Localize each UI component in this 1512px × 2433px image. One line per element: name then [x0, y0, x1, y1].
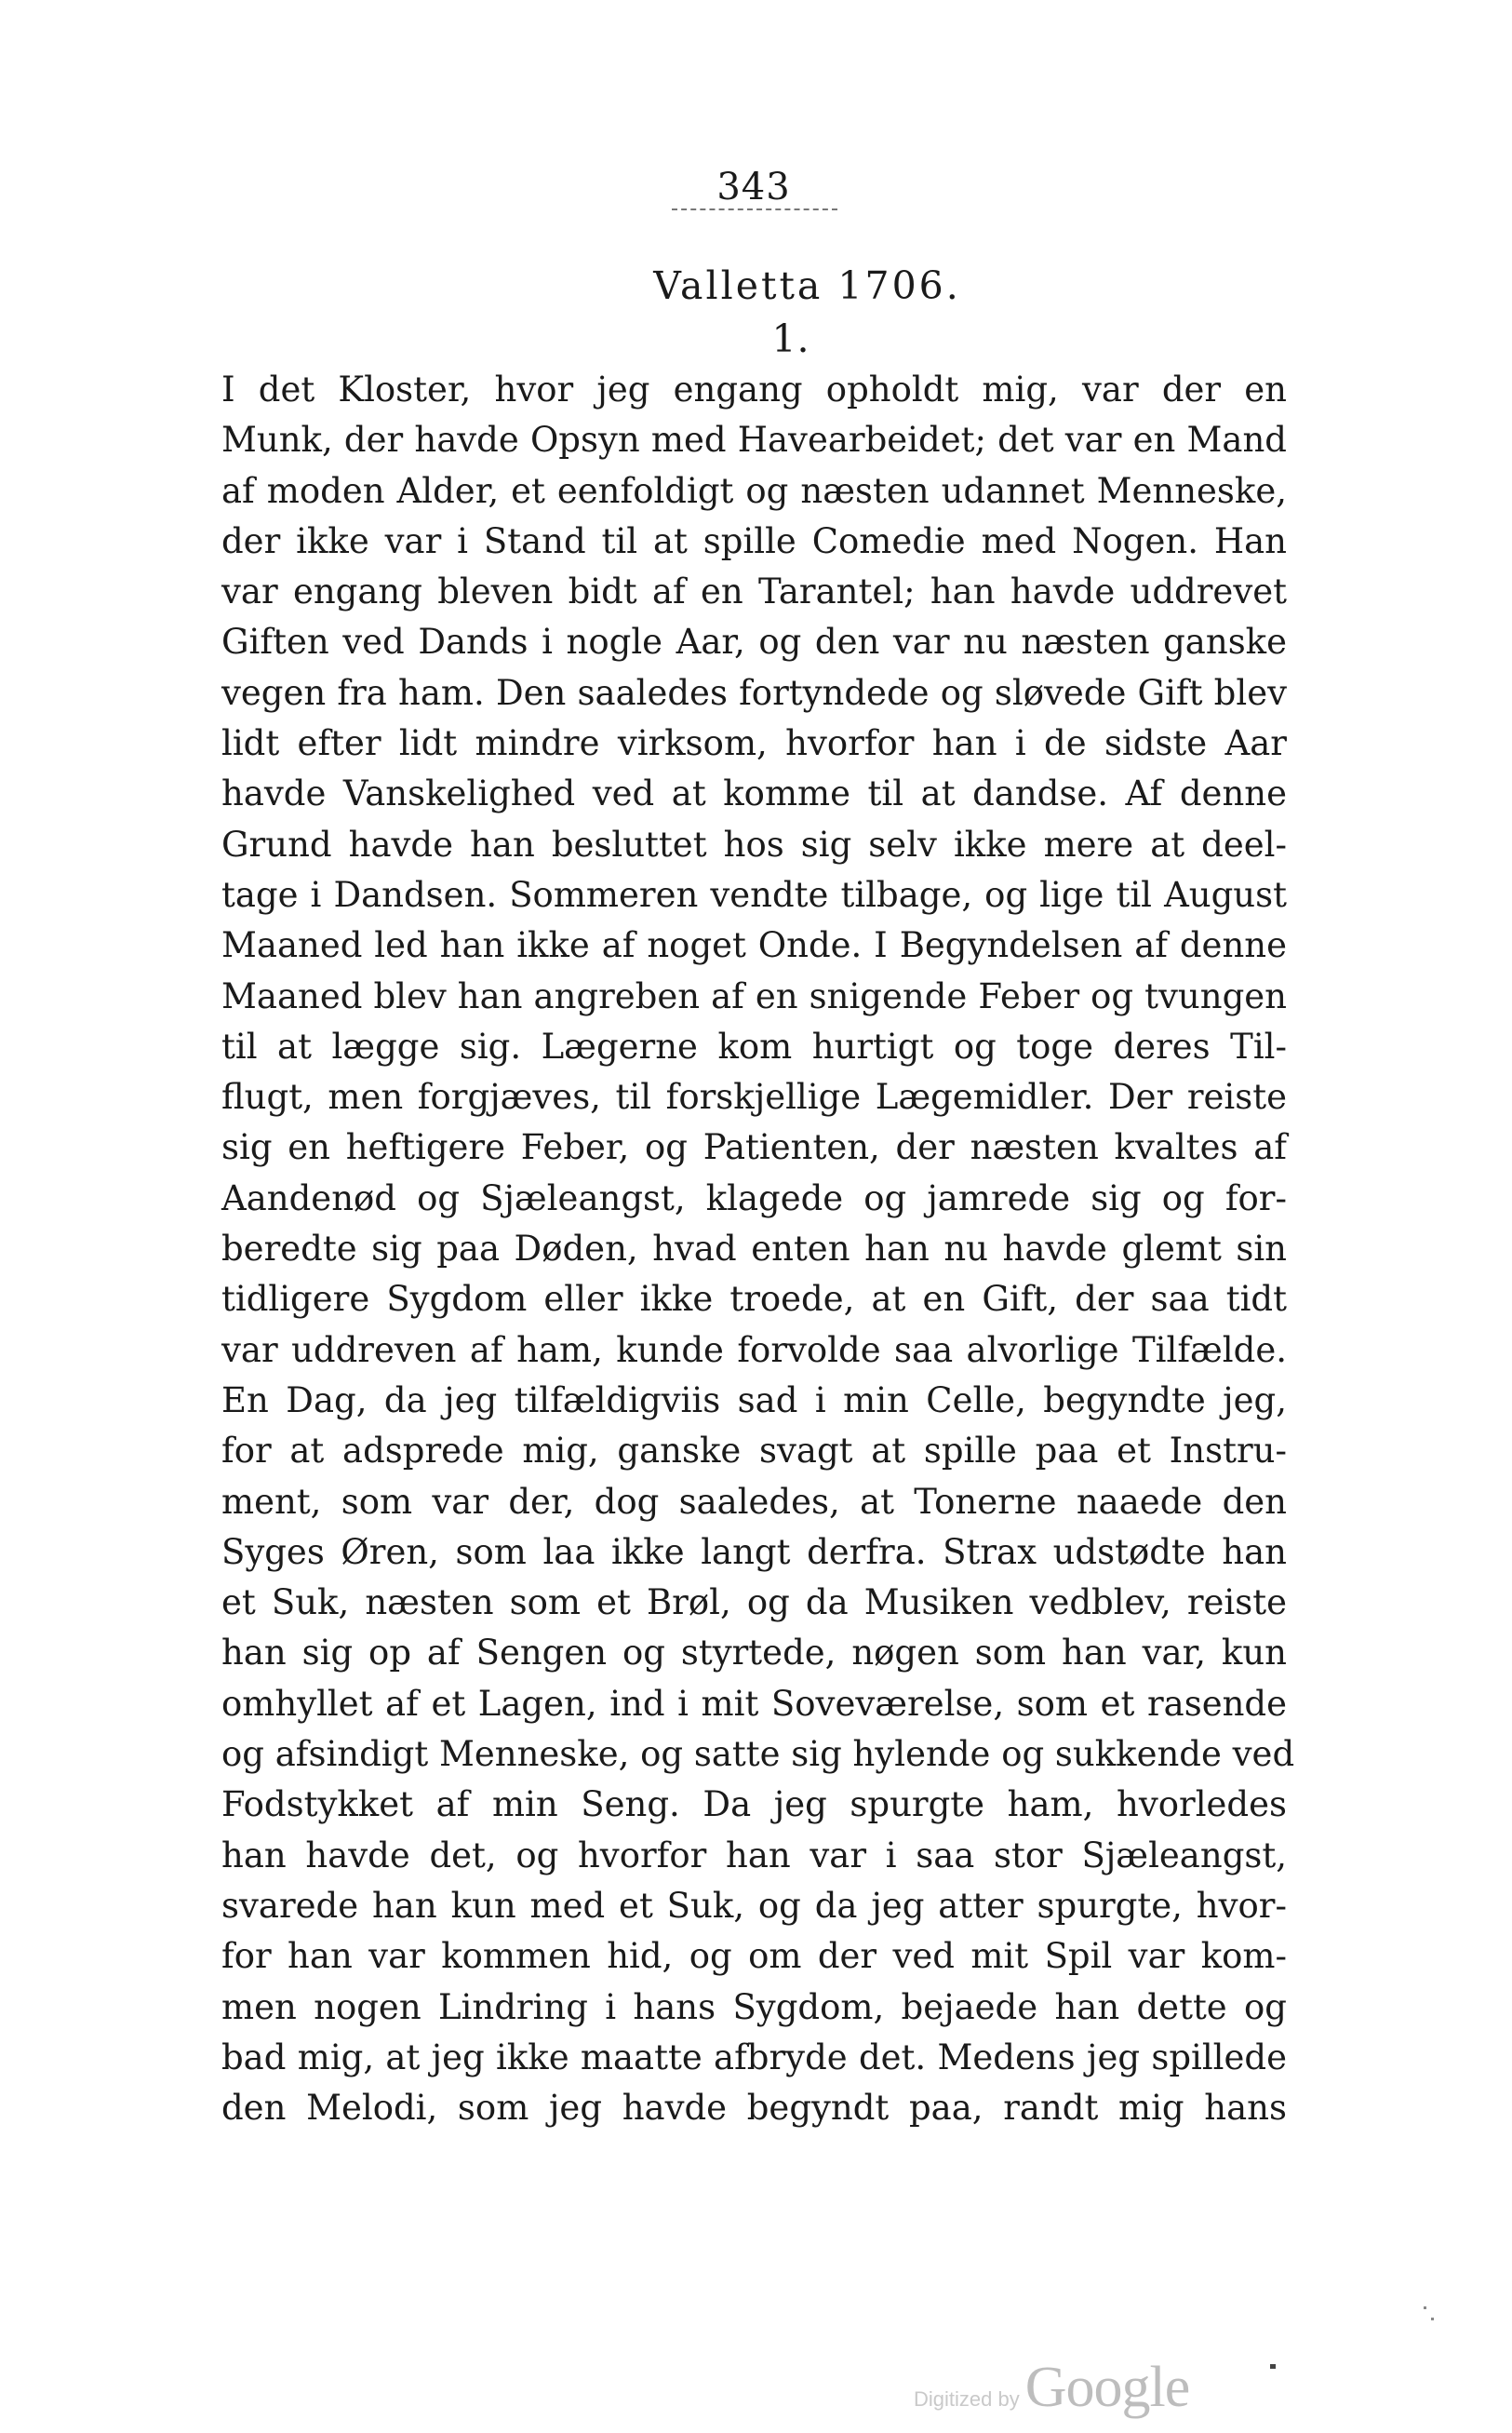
text-line: I det Kloster, hvor jeg engang opholdt mig, var der en — [221, 370, 1287, 410]
text-line: tidligere Sygdom eller ikke troede, at en Gift, der saa tidt — [221, 1279, 1287, 1320]
text-line: ment, som var der, dog saaledes, at Tonerne naaede den — [221, 1481, 1287, 1522]
text-line: Fodstykket af min Seng. Da jeg spurgte ham, hvorledes — [221, 1784, 1287, 1825]
text-line: beredte sig paa Døden, hvad enten han nu havde glemt sin — [221, 1229, 1287, 1270]
text-line: men nogen Lindring i hans Sygdom, bejaede han dette og — [221, 1986, 1287, 2027]
text-line: for han var kommen hid, og om der ved mit Spil var kom- — [221, 1936, 1287, 1977]
text-line: han havde det, og hvorfor han var i saa stor Sjæleangst, — [221, 1835, 1287, 1875]
text-line: svarede han kun med et Suk, og da jeg atter spurgte, hvor- — [221, 1885, 1287, 1926]
text-line: En Dag, da jeg tilfældigviis sad i min Celle, begyndte jeg, — [221, 1379, 1287, 1420]
chapter-heading: Valletta 1706. — [653, 263, 961, 308]
text-line: Aandenød og Sjæleangst, klagede og jamrede sig og for- — [221, 1177, 1287, 1218]
text-line: bad mig, at jeg ikke maatte afbryde det. Medens jeg spillede — [221, 2036, 1287, 2077]
digitized-by-label: Digitized by — [914, 2387, 1020, 2411]
text-line: omhyllet af et Lagen, ind i mit Soveværelse, som et rasende — [221, 1683, 1287, 1724]
scan-speck — [1431, 2318, 1434, 2320]
text-line: tage i Dandsen. Sommeren vendte tilbage, og lige til August — [221, 874, 1287, 915]
text-line: der ikke var i Stand til at spille Comedie med Nogen. Han — [221, 520, 1287, 561]
page-number-rule — [672, 208, 837, 210]
text-line: og afsindigt Menneske, og satte sig hylende og sukkende ved — [221, 1734, 1295, 1775]
text-line: sig en heftigere Feber, og Patienten, der næsten kvaltes af — [221, 1127, 1287, 1168]
text-line: Maaned led han ikke af noget Onde. I Begyndelsen af denne — [221, 925, 1287, 966]
digitized-watermark — [914, 2355, 1189, 2421]
text-line: havde Vanskelighed ved at komme til at dandse. Af denne — [221, 773, 1287, 814]
text-line: han sig op af Sengen og styrtede, nøgen som han var, kun — [221, 1633, 1287, 1674]
text-line: Munk, der havde Opsyn med Havearbeidet; det var en Mand — [221, 420, 1287, 461]
text-line: vegen fra ham. Den saaledes fortyndede og sløvede Gift blev — [221, 672, 1287, 713]
text-line: et Suk, næsten som et Brøl, og da Musiken vedblev, reiste — [221, 1582, 1287, 1623]
page-number: 343 — [716, 166, 791, 208]
text-line: flugt, men forgjæves, til forskjellige Lægemidler. Der reiste — [221, 1077, 1287, 1118]
text-line: lidt efter lidt mindre virksom, hvorfor han i de sidste Aar — [221, 723, 1287, 764]
text-line: Maaned blev han angreben af en snigende Feber og tvungen — [221, 975, 1287, 1016]
text-line: den Melodi, som jeg havde begyndt paa, randt mig hans — [221, 2088, 1287, 2129]
section-number: 1. — [771, 316, 810, 361]
body-text — [221, 365, 1295, 2133]
text-line: til at lægge sig. Lægerne kom hurtigt og toge deres Til- — [221, 1026, 1287, 1067]
scan-speck — [1424, 2306, 1426, 2309]
text-line: af moden Alder, et eenfoldigt og næsten udannet Menneske, — [221, 470, 1287, 511]
text-line: Syges Øren, som laa ikke langt derfra. Strax udstødte han — [221, 1531, 1287, 1572]
text-line: for at adsprede mig, ganske svagt at spille paa et Instru- — [221, 1431, 1287, 1472]
text-line: Grund havde han besluttet hos sig selv ikke mere at deel- — [221, 824, 1287, 865]
google-logo: Google — [1024, 2356, 1190, 2419]
text-line: Giften ved Dands i nogle Aar, og den var nu næsten ganske — [221, 622, 1287, 663]
text-line: var uddreven af ham, kunde forvolde saa alvorlige Tilfælde. — [221, 1329, 1287, 1370]
text-line: var engang bleven bidt af en Tarantel; han havde uddrevet — [221, 571, 1287, 612]
scan-speck — [1270, 2364, 1276, 2369]
